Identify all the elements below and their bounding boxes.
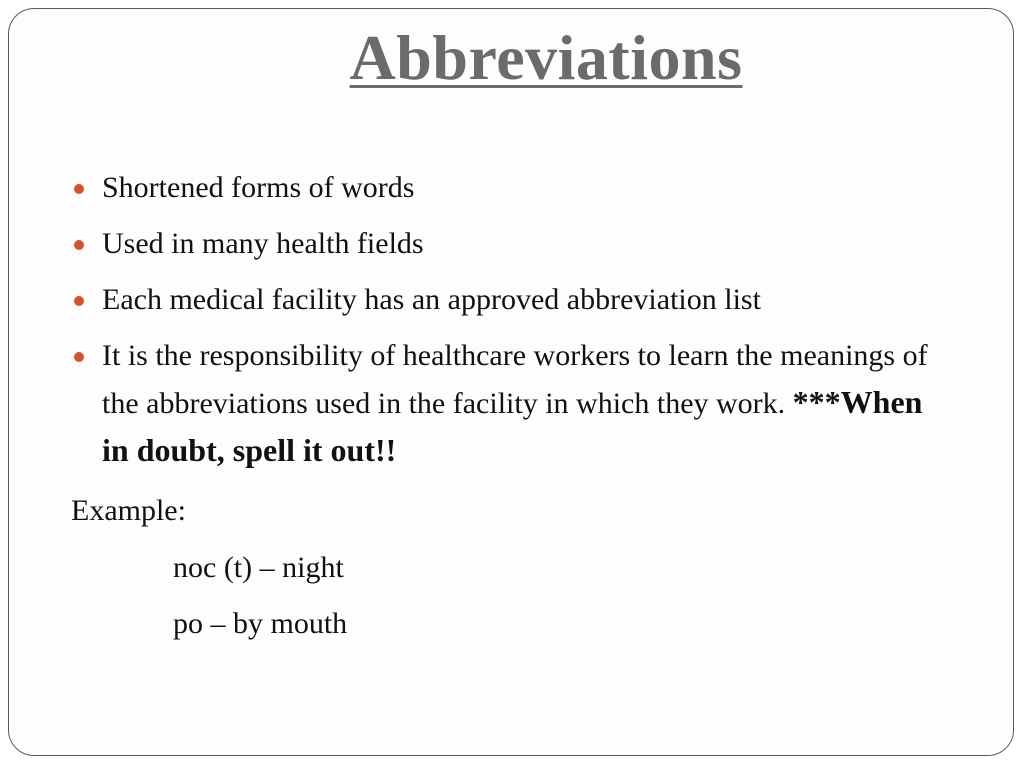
bullet-dot-icon: [74, 296, 84, 306]
bullet-text: Each medical facility has an approved abbreviation list: [102, 283, 761, 316]
example-label: Example:: [71, 494, 186, 527]
bullet-item: [71, 165, 951, 211]
bullet-text: Shortened forms of words: [102, 171, 415, 204]
example-item: po – by mouth: [173, 607, 348, 640]
bullet-item: [71, 277, 951, 323]
bullet-text: It is the responsibility of healthcare workers to learn the meanings of the abbreviations used in the facility in which they work.: [102, 339, 928, 420]
bullet-text: Used in many health fields: [102, 227, 424, 260]
bullet-emphasis: ***When in doubt, spell it out!!: [102, 384, 923, 468]
slide-title: Abbreviations: [349, 22, 743, 93]
bullet-item: [71, 333, 951, 475]
bullet-list: [71, 165, 951, 485]
bullet-dot-icon: [74, 184, 84, 194]
bullet-dot-icon: [74, 352, 84, 362]
bullet-dot-icon: [74, 240, 84, 250]
bullet-item: [71, 221, 951, 267]
slide-frame: [8, 8, 1014, 756]
example-item: noc (t) – night: [173, 551, 344, 584]
